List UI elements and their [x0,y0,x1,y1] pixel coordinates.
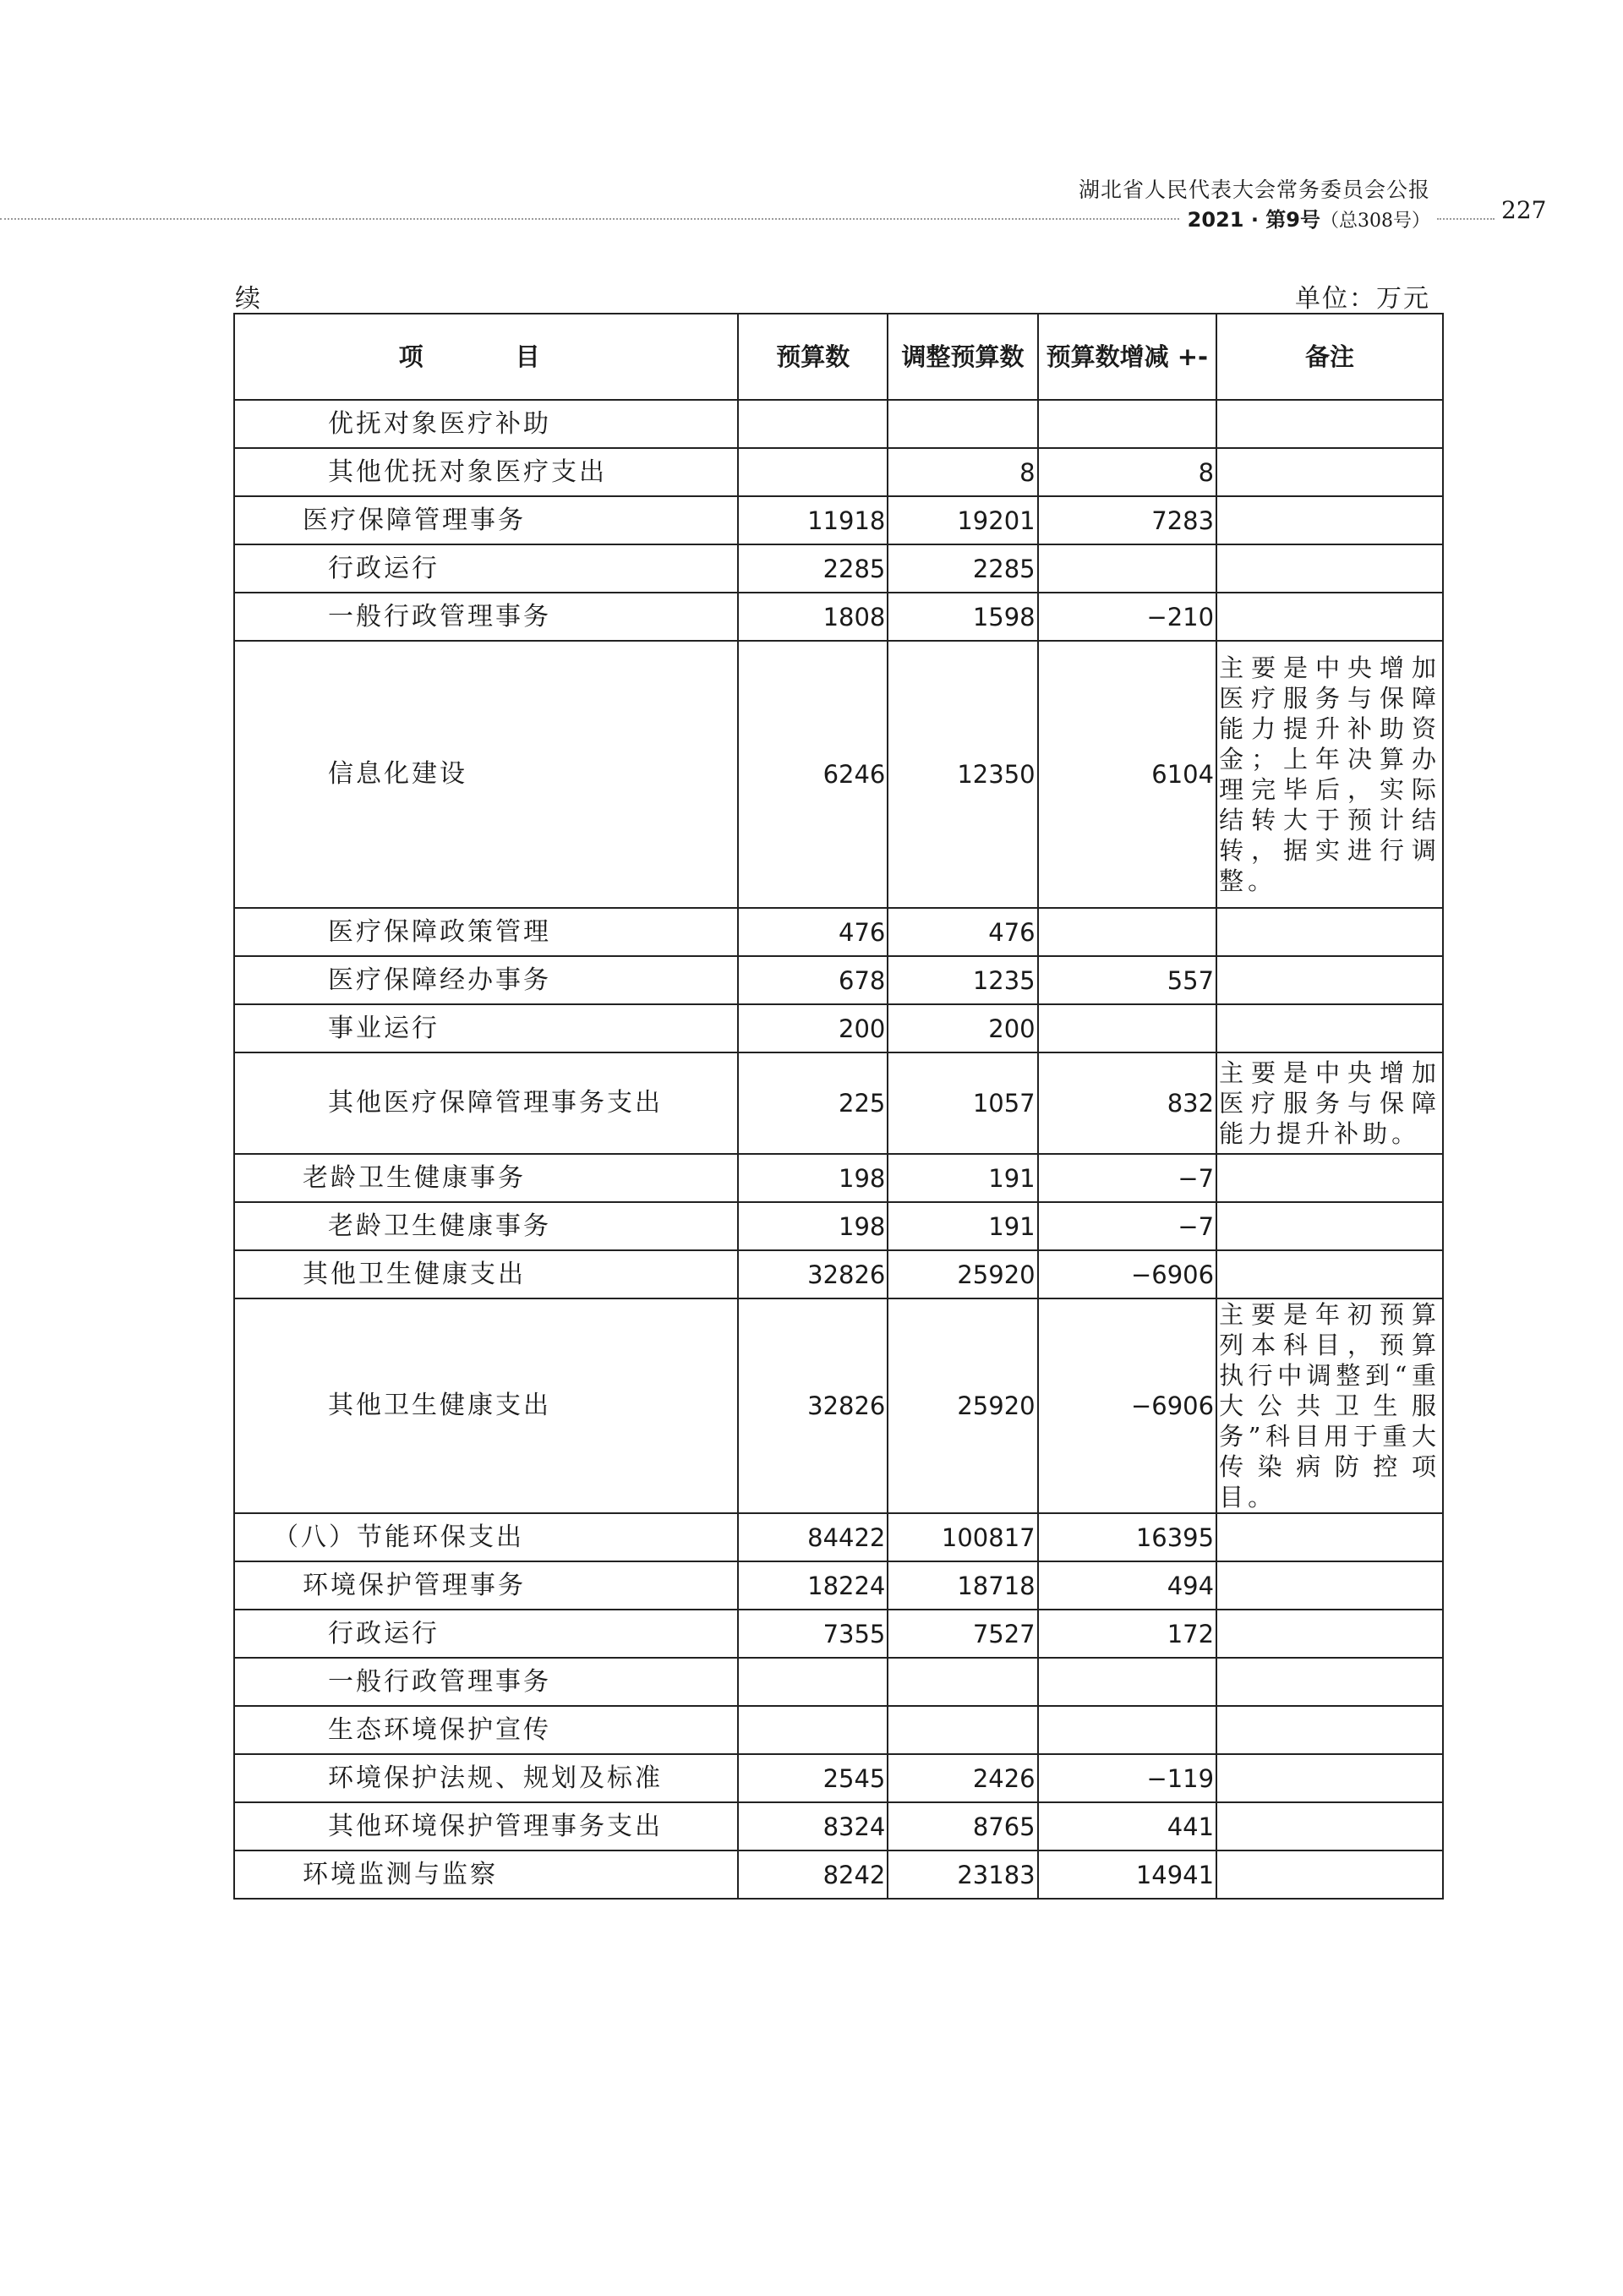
remark-cell [1216,400,1443,448]
adjusted-cell: 8765 [888,1802,1037,1850]
budget-cell: 18224 [738,1561,888,1610]
table-row [234,1052,1443,1154]
column-header-change: 预算数增减 +- [1038,314,1216,400]
item-cell: 其他环境保护管理事务支出 [234,1802,738,1850]
item-cell: 老龄卫生健康事务 [234,1202,738,1250]
remark-cell [1216,1802,1443,1850]
remark-cell [1216,1561,1443,1610]
change-cell [1038,544,1216,593]
adjusted-cell: 19201 [888,496,1037,544]
table-row [234,1004,1443,1052]
budget-cell [738,400,888,448]
table-row [234,593,1443,641]
change-cell: 14941 [1038,1850,1216,1899]
adjusted-cell: 1235 [888,956,1037,1004]
change-cell [1038,908,1216,956]
table-row [234,1298,1443,1513]
adjusted-cell: 2426 [888,1754,1037,1802]
adjusted-cell [888,400,1037,448]
adjusted-cell: 1598 [888,593,1037,641]
change-cell: −119 [1038,1754,1216,1802]
issue-label [1188,203,1430,232]
item-cell: 环境保护管理事务 [234,1561,738,1610]
adjusted-cell: 200 [888,1004,1037,1052]
table-body [234,400,1443,1899]
item-cell: 一般行政管理事务 [234,593,738,641]
change-cell: 7283 [1038,496,1216,544]
issue-total: （总308号） [1320,210,1430,232]
budget-cell: 2545 [738,1754,888,1802]
column-header-adjusted: 调整预算数 [888,314,1037,400]
column-header-budget: 预算数 [738,314,888,400]
change-cell [1038,1706,1216,1754]
item-cell: 行政运行 [234,544,738,593]
change-cell: −6906 [1038,1250,1216,1298]
item-cell: 其他卫生健康支出 [234,1298,738,1513]
remark-cell [1216,956,1443,1004]
item-cell: 优抚对象医疗补助 [234,400,738,448]
table-row [234,1754,1443,1802]
budget-cell: 32826 [738,1250,888,1298]
budget-cell [738,448,888,496]
change-cell: 441 [1038,1802,1216,1850]
table-row [234,1610,1443,1658]
adjusted-cell: 191 [888,1202,1037,1250]
item-cell: 医疗保障政策管理 [234,908,738,956]
table-row [234,1202,1443,1250]
adjusted-cell: 7527 [888,1610,1037,1658]
adjusted-cell: 25920 [888,1250,1037,1298]
publication-title: 湖北省人民代表大会常务委员会公报 [1078,178,1430,202]
change-cell [1038,1004,1216,1052]
remark-cell [1216,1513,1443,1561]
change-cell: −7 [1038,1154,1216,1202]
item-cell: 其他卫生健康支出 [234,1250,738,1298]
budget-cell: 678 [738,956,888,1004]
remark-cell [1216,496,1443,544]
table-row [234,956,1443,1004]
budget-cell: 476 [738,908,888,956]
adjusted-cell [888,1658,1037,1706]
change-cell [1038,400,1216,448]
table-row [234,1513,1443,1561]
remark-cell [1216,448,1443,496]
adjusted-cell: 2285 [888,544,1037,593]
budget-cell: 2285 [738,544,888,593]
budget-cell [738,1706,888,1754]
table-row [234,641,1443,908]
column-header-remark: 备注 [1216,314,1443,400]
table-row [234,448,1443,496]
item-cell: 信息化建设 [234,641,738,908]
table-row [234,1561,1443,1610]
table-row [234,1154,1443,1202]
change-cell: 494 [1038,1561,1216,1610]
table-row [234,400,1443,448]
remark-cell [1216,1250,1443,1298]
budget-cell: 7355 [738,1610,888,1658]
budget-cell: 200 [738,1004,888,1052]
item-cell: 生态环境保护宣传 [234,1706,738,1754]
item-cell: 一般行政管理事务 [234,1658,738,1706]
table-row [234,544,1443,593]
budget-cell: 1808 [738,593,888,641]
item-cell: 事业运行 [234,1004,738,1052]
remark-cell [1216,1754,1443,1802]
item-cell: 老龄卫生健康事务 [234,1154,738,1202]
change-cell [1038,1658,1216,1706]
header-rule [0,218,1179,220]
budget-cell: 11918 [738,496,888,544]
column-header-item: 项 目 [234,314,738,400]
adjusted-cell: 1057 [888,1052,1037,1154]
change-cell: 832 [1038,1052,1216,1154]
item-cell: 医疗保障经办事务 [234,956,738,1004]
table-row [234,1802,1443,1850]
item-cell: 医疗保障管理事务 [234,496,738,544]
budget-cell: 198 [738,1202,888,1250]
remark-cell: 主要是年初预算列本科目，预算执行中调整到“重大公共卫生服务”科目用于重大传染病防控项目。 [1216,1298,1443,1513]
item-cell: 行政运行 [234,1610,738,1658]
remark-cell [1216,1658,1443,1706]
change-cell: 16395 [1038,1513,1216,1561]
remark-cell [1216,908,1443,956]
table-row [234,1706,1443,1754]
remark-cell: 主要是中央增加医疗服务与保障能力提升补助。 [1216,1052,1443,1154]
change-cell: 172 [1038,1610,1216,1658]
remark-cell [1216,1706,1443,1754]
unit-label: 单位：万元 [1295,284,1430,314]
budget-cell [738,1658,888,1706]
remark-cell [1216,544,1443,593]
change-cell: 6104 [1038,641,1216,908]
table-header-row [234,314,1443,400]
adjusted-cell: 25920 [888,1298,1037,1513]
remark-cell [1216,1154,1443,1202]
table-row [234,1250,1443,1298]
remark-cell [1216,1850,1443,1899]
page-number: 227 [1501,196,1547,224]
budget-cell: 198 [738,1154,888,1202]
budget-cell: 8324 [738,1802,888,1850]
table-row [234,908,1443,956]
adjusted-cell: 476 [888,908,1037,956]
item-cell: 其他优抚对象医疗支出 [234,448,738,496]
remark-cell [1216,1004,1443,1052]
budget-cell: 8242 [738,1850,888,1899]
change-cell: −210 [1038,593,1216,641]
adjusted-cell: 100817 [888,1513,1037,1561]
budget-cell: 32826 [738,1298,888,1513]
budget-cell: 84422 [738,1513,888,1561]
adjusted-cell: 191 [888,1154,1037,1202]
adjusted-cell: 8 [888,448,1037,496]
item-cell: 其他医疗保障管理事务支出 [234,1052,738,1154]
item-cell: 环境保护法规、规划及标准 [234,1754,738,1802]
continued-label: 续 [235,284,260,314]
remark-cell [1216,1610,1443,1658]
budget-cell: 6246 [738,641,888,908]
budget-cell: 225 [738,1052,888,1154]
change-cell: 557 [1038,956,1216,1004]
issue-number: 2021 · 第9号 [1187,208,1320,232]
budget-table [233,313,1444,1900]
adjusted-cell: 12350 [888,641,1037,908]
item-cell: （八）节能环保支出 [234,1513,738,1561]
item-cell: 环境监测与监察 [234,1850,738,1899]
remark-cell: 主要是中央增加医疗服务与保障能力提升补助资金；上年决算办理完毕后，实际结转大于预计结转，据实进行调整。 [1216,641,1443,908]
adjusted-cell: 23183 [888,1850,1037,1899]
remark-cell [1216,1202,1443,1250]
change-cell: −6906 [1038,1298,1216,1513]
table-row [234,496,1443,544]
adjusted-cell: 18718 [888,1561,1037,1610]
header-rule-right [1437,218,1495,220]
change-cell: 8 [1038,448,1216,496]
remark-cell [1216,593,1443,641]
table-row [234,1850,1443,1899]
change-cell: −7 [1038,1202,1216,1250]
adjusted-cell [888,1706,1037,1754]
table-row [234,1658,1443,1706]
